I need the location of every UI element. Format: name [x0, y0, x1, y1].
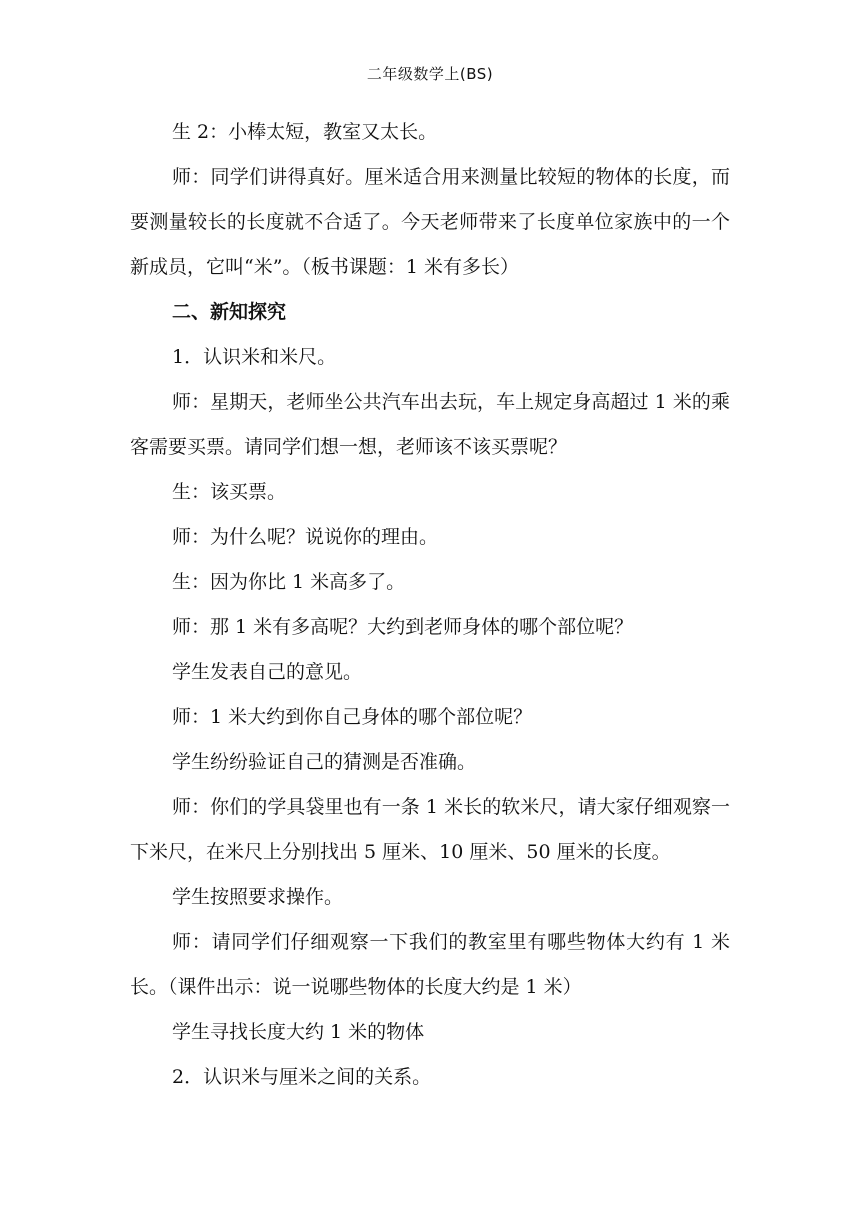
paragraph-teacher-classroom: 师：请同学们仔细观察一下我们的教室里有哪些物体大约有 1 米长。（课件出示：说一说哪些物体的长度大约是 1 米）: [130, 931, 730, 998]
subheading-meter-centimeter: 2．认识米与厘米之间的关系。: [172, 1066, 432, 1088]
paragraph-students-search: 学生寻找长度大约 1 米的物体: [172, 1021, 425, 1043]
paragraph-teacher-how-high: 师：那 1 米有多高呢？大约到老师身体的哪个部位呢？: [172, 616, 634, 638]
paragraph-students-opinions: 学生发表自己的意见。: [172, 661, 363, 683]
paragraph-teacher-why: 师：为什么呢？说说你的理由。: [172, 526, 439, 548]
paragraph-student-taller: 生：因为你比 1 米高多了。: [172, 571, 406, 593]
page-header: 二年级数学上(BS): [366, 65, 494, 83]
document-body: [130, 110, 730, 1100]
paragraph-teacher-intro: 师：同学们讲得真好。厘米适合用来测量比较短的物体的长度，而要测量较长的长度就不合适了。今天老师带来了长度单位家族中的一个新成员，它叫“米”。（板书课题：1 米有多长）: [130, 166, 730, 278]
paragraph-teacher-bus: 师：星期天，老师坐公共汽车出去玩，车上规定身高超过 1 米的乘客需要买票。请同学们想一想，老师该不该买票呢？: [130, 391, 730, 458]
paragraph-teacher-own-body: 师：1 米大约到你自己身体的哪个部位呢？: [172, 706, 533, 728]
paragraph-student-2: 生 2：小棒太短，教室又太长。: [172, 121, 438, 143]
paragraph-teacher-soft-ruler: 师：你们的学具袋里也有一条 1 米长的软米尺，请大家仔细观察一下米尺，在米尺上分别找出 5 厘米、10 厘米、50 厘米的长度。: [130, 796, 730, 863]
paragraph-students-operate: 学生按照要求操作。: [172, 886, 344, 908]
paragraph-students-verify: 学生纷纷验证自己的猜测是否准确。: [172, 751, 477, 773]
subheading-meter-ruler: 1．认识米和米尺。: [172, 346, 337, 368]
section-heading-new-knowledge: 二、新知探究: [172, 301, 287, 323]
paragraph-student-buy: 生：该买票。: [172, 481, 287, 503]
